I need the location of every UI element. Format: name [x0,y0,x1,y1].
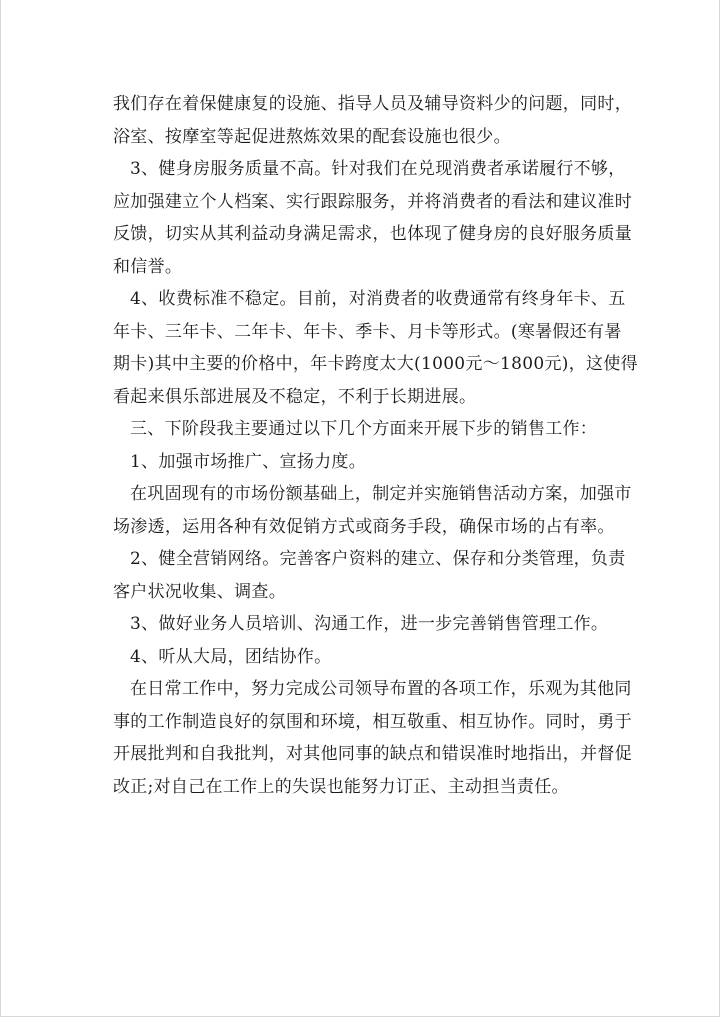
text-line: 1、加强市场推广、宣扬力度。 [130,451,367,472]
text-line: 年卡、三年卡、二年卡、年卡、季卡、月卡等形式。(寒暑假还有暑 [113,321,622,342]
text-line: 在巩固现有的市场份额基础上，制定并实施销售活动方案，加强市 [130,484,632,504]
text-line: 期卡)其中主要的价格中，年卡跨度太大(1000元～1800元)，这使得 [113,354,638,374]
text-line: 4、听从大局，团结协作。 [130,646,332,667]
text-line: 在日常工作中，努力完成公司领导布置的各项工作，乐观为其他同 [130,679,632,699]
text-line: 3、做好业务人员培训、沟通工作，进一步完善销售管理工作。 [130,614,609,634]
text-line: 2、健全营销网络。完善客户资料的建立、保存和分类管理，负责 [130,549,626,569]
text-line: 应加强建立个人档案、实行跟踪服务，并将消费者的看法和建议准时 [113,191,632,212]
text-line: 和信誉。 [113,256,183,277]
text-line: 3、健身房服务质量不高。针对我们在兑现消费者承诺履行不够， [130,159,626,179]
text-line: 场渗透，运用各种有效促销方式或商务手段，确保市场的占有率。 [113,516,615,537]
document-body [113,88,638,803]
text-line: 我们存在着保健康复的设施、指导人员及辅导资料少的问题，同时， [113,94,632,114]
text-line: 改正;对自己在工作上的失误也能努力订正、主动担当责任。 [113,776,569,797]
text-line: 开展批判和自我批判，对其他同事的缺点和错误准时地指出，并督促 [113,744,632,764]
text-line: 三、下阶段我主要通过以下几个方面来开展下步的销售工作： [130,419,598,439]
text-line: 事的工作制造良好的氛围和环境，相互敬重、相互协作。同时，勇于 [113,711,632,732]
text-line: 浴室、按摩室等起促进熬炼效果的配套设施也很少。 [113,126,511,147]
text-line: 客户状况收集、调查。 [113,581,286,602]
text-line: 看起来俱乐部进展及不稳定，不利于长期进展。 [113,386,477,407]
text-line: 反馈，切实从其利益动身满足需求，也体现了健身房的良好服务质量 [113,224,632,244]
text-line: 4、收费标准不稳定。目前，对消费者的收费通常有终身年卡、五 [130,289,626,309]
